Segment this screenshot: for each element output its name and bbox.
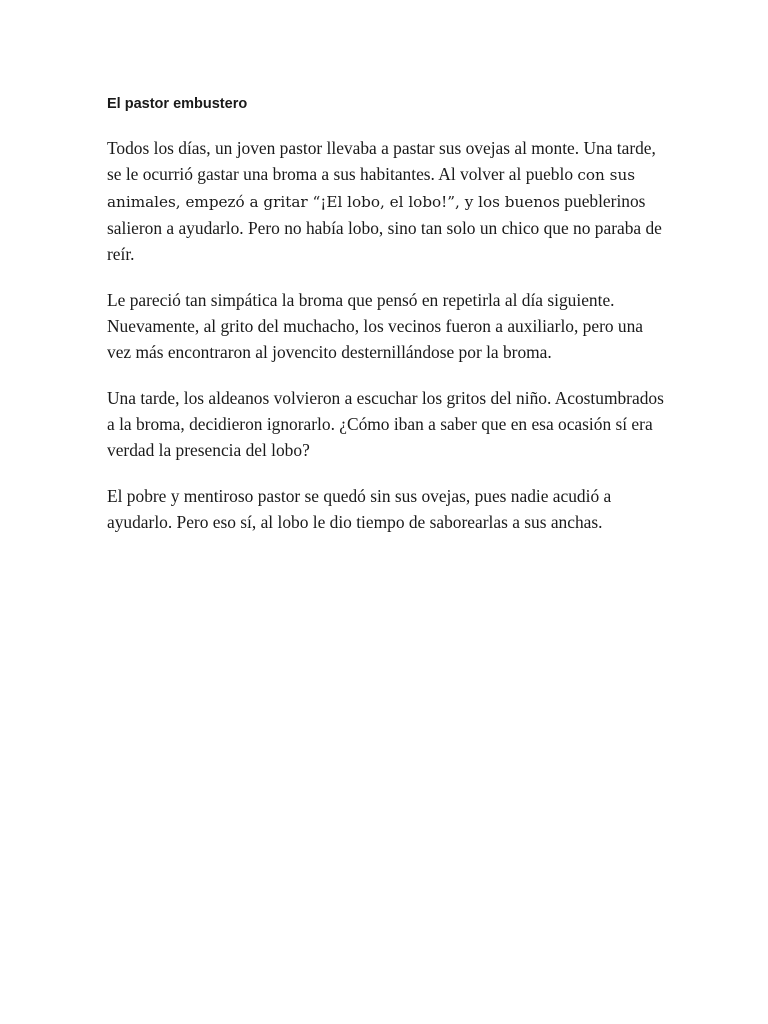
document-page bbox=[107, 95, 667, 555]
paragraph-4: El pobre y mentiroso pastor se quedó sin sus ovejas, pues nadie acudió a ayudarlo. Pero eso sí, al lobo le dio tiempo de saborearlas a sus anchas. bbox=[107, 486, 612, 532]
paragraph-1-part-c: pueblerinos salieron a ayudarlo. Pero no había lobo, sino tan solo un chico que no paraba de reír. bbox=[107, 191, 662, 264]
paragraph-1-part-a: Todos los días, un joven pastor llevaba a pastar sus ovejas al monte. Una tarde, se le ocurrió gastar una broma a sus habitantes. Al volver al pueblo bbox=[107, 138, 656, 184]
paragraph-1 bbox=[107, 135, 667, 267]
paragraph-3: Una tarde, los aldeanos volvieron a escuchar los gritos del niño. Acostumbrados a la broma, decidieron ignorarlo. ¿Cómo iban a saber que en esa ocasión sí era verdad la presencia del lobo? bbox=[107, 388, 664, 460]
paragraph-2: Le pareció tan simpática la broma que pensó en repetirla al día siguiente. Nuevamente, al grito del muchacho, los vecinos fueron a auxiliarlo, pero una vez más encontraron al jovencito desternillándose por la broma. bbox=[107, 290, 644, 362]
paragraph-1-part-b: con sus animales, empezó a gritar “¡El lobo, el lobo!”, y los buenos bbox=[107, 166, 636, 211]
document-title: El pastor embustero bbox=[107, 96, 248, 112]
